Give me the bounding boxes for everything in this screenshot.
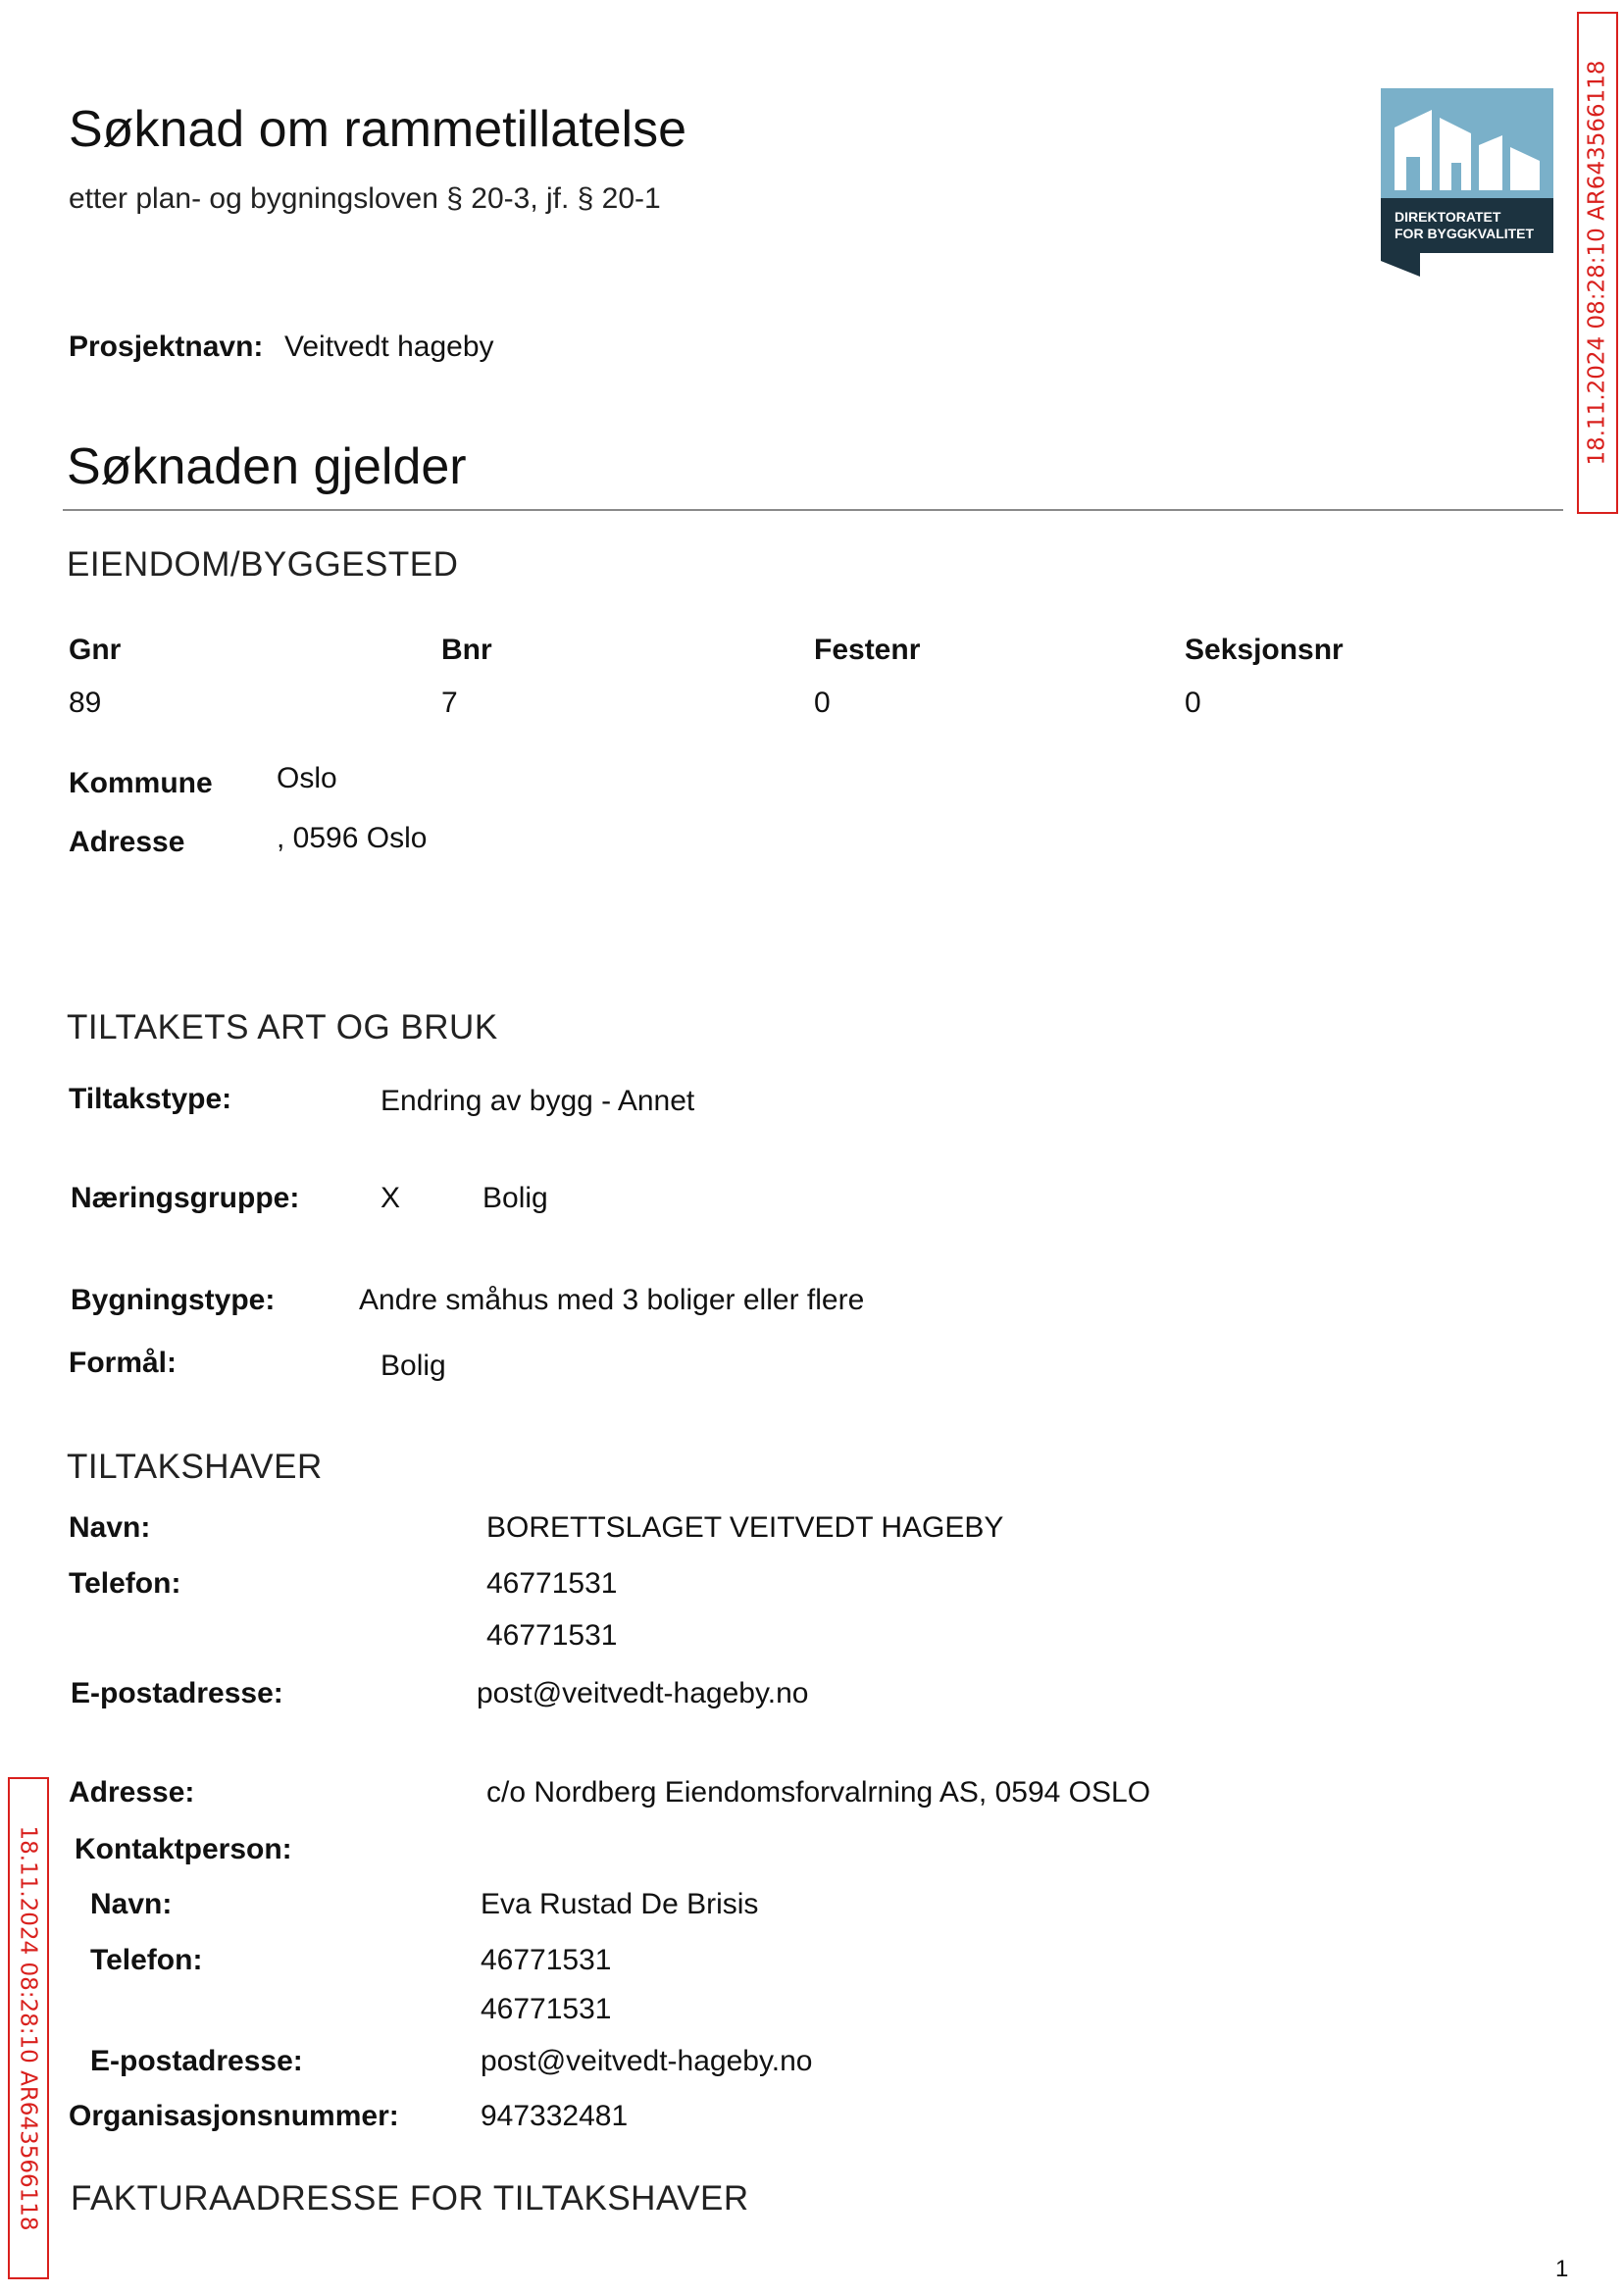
industry-code: X [381, 1182, 401, 1214]
timestamp-stamp-top [1577, 12, 1618, 514]
purpose-value: Bolig [381, 1350, 446, 1382]
section-divider [63, 509, 1563, 511]
address-value: , 0596 Oslo [277, 822, 428, 854]
bnr-label: Bnr [441, 634, 492, 666]
applicant-phone-label: Telefon: [69, 1567, 181, 1600]
building-type-label: Bygningstype: [71, 1284, 276, 1316]
project-name-value: Veitvedt hageby [284, 331, 494, 363]
applicant-heading: TILTAKSHAVER [67, 1448, 323, 1486]
municipality-value: Oslo [277, 762, 337, 794]
contact-email-label: E-postadresse: [90, 2045, 303, 2077]
section-title: Søknaden gjelder [67, 438, 467, 495]
dibk-logo [1381, 88, 1553, 277]
applicant-phone-value-2: 46771531 [486, 1619, 618, 1652]
festenr-label: Festenr [814, 634, 921, 666]
billing-heading: FAKTURAADRESSE FOR TILTAKSHAVER [71, 2179, 749, 2218]
applicant-name-label: Navn: [69, 1511, 151, 1544]
measure-type-value: Endring av bygg - Annet [381, 1085, 695, 1117]
contact-email-value: post@veitvedt-hageby.no [481, 2045, 813, 2077]
contact-phone-value-1: 46771531 [481, 1944, 612, 1976]
industry-label: Næringsgruppe: [71, 1182, 300, 1214]
industry-value: Bolig [482, 1182, 548, 1214]
applicant-phone-value-1: 46771531 [486, 1567, 618, 1600]
municipality-label: Kommune [69, 767, 213, 799]
contact-name-value: Eva Rustad De Brisis [481, 1888, 759, 1920]
applicant-email-value: post@veitvedt-hageby.no [477, 1677, 809, 1709]
property-heading: EIENDOM/BYGGESTED [67, 545, 459, 584]
dibk-logo-graphic [1381, 88, 1553, 277]
contact-name-label: Navn: [90, 1888, 173, 1920]
document-title: Søknad om rammetillatelse [69, 101, 686, 158]
seksjonsnr-value: 0 [1185, 687, 1201, 719]
logo-line-2: FOR BYGGKVALITET [1395, 226, 1535, 241]
org-number-value: 947332481 [481, 2100, 629, 2132]
applicant-address-label: Adresse: [69, 1776, 195, 1809]
applicant-name-value: BORETTSLAGET VEITVEDT HAGEBY [486, 1511, 1004, 1544]
contact-phone-value-2: 46771531 [481, 1993, 612, 2025]
stamp-text: 18.11.2024 08:28:10 AR643566118 [1585, 60, 1610, 466]
contact-heading: Kontaktperson: [75, 1833, 292, 1865]
purpose-label: Formål: [69, 1347, 178, 1379]
address-label: Adresse [69, 826, 185, 858]
timestamp-stamp-left [8, 1777, 49, 2279]
page-number: 1 [1555, 2256, 1569, 2282]
gnr-label: Gnr [69, 634, 122, 666]
bnr-value: 7 [441, 687, 458, 719]
seksjonsnr-label: Seksjonsnr [1185, 634, 1344, 666]
gnr-value: 89 [69, 687, 102, 719]
stamp-text: 18.11.2024 08:28:10 AR643566118 [16, 1825, 41, 2231]
building-type-value: Andre småhus med 3 boliger eller flere [359, 1284, 865, 1316]
logo-line-1: DIREKTORATET [1395, 209, 1501, 225]
project-name-label: Prosjektnavn: [69, 331, 264, 363]
applicant-address-value: c/o Nordberg Eiendomsforvalrning AS, 0594 OSLO [486, 1776, 1151, 1809]
org-number-label: Organisasjonsnummer: [69, 2100, 399, 2132]
document-subtitle: etter plan- og bygningsloven § 20-3, jf. § 20-1 [69, 182, 661, 215]
measure-type-label: Tiltakstype: [69, 1083, 232, 1115]
applicant-email-label: E-postadresse: [71, 1677, 283, 1709]
measure-heading: TILTAKETS ART OG BRUK [67, 1008, 498, 1046]
festenr-value: 0 [814, 687, 831, 719]
contact-phone-label: Telefon: [90, 1944, 203, 1976]
